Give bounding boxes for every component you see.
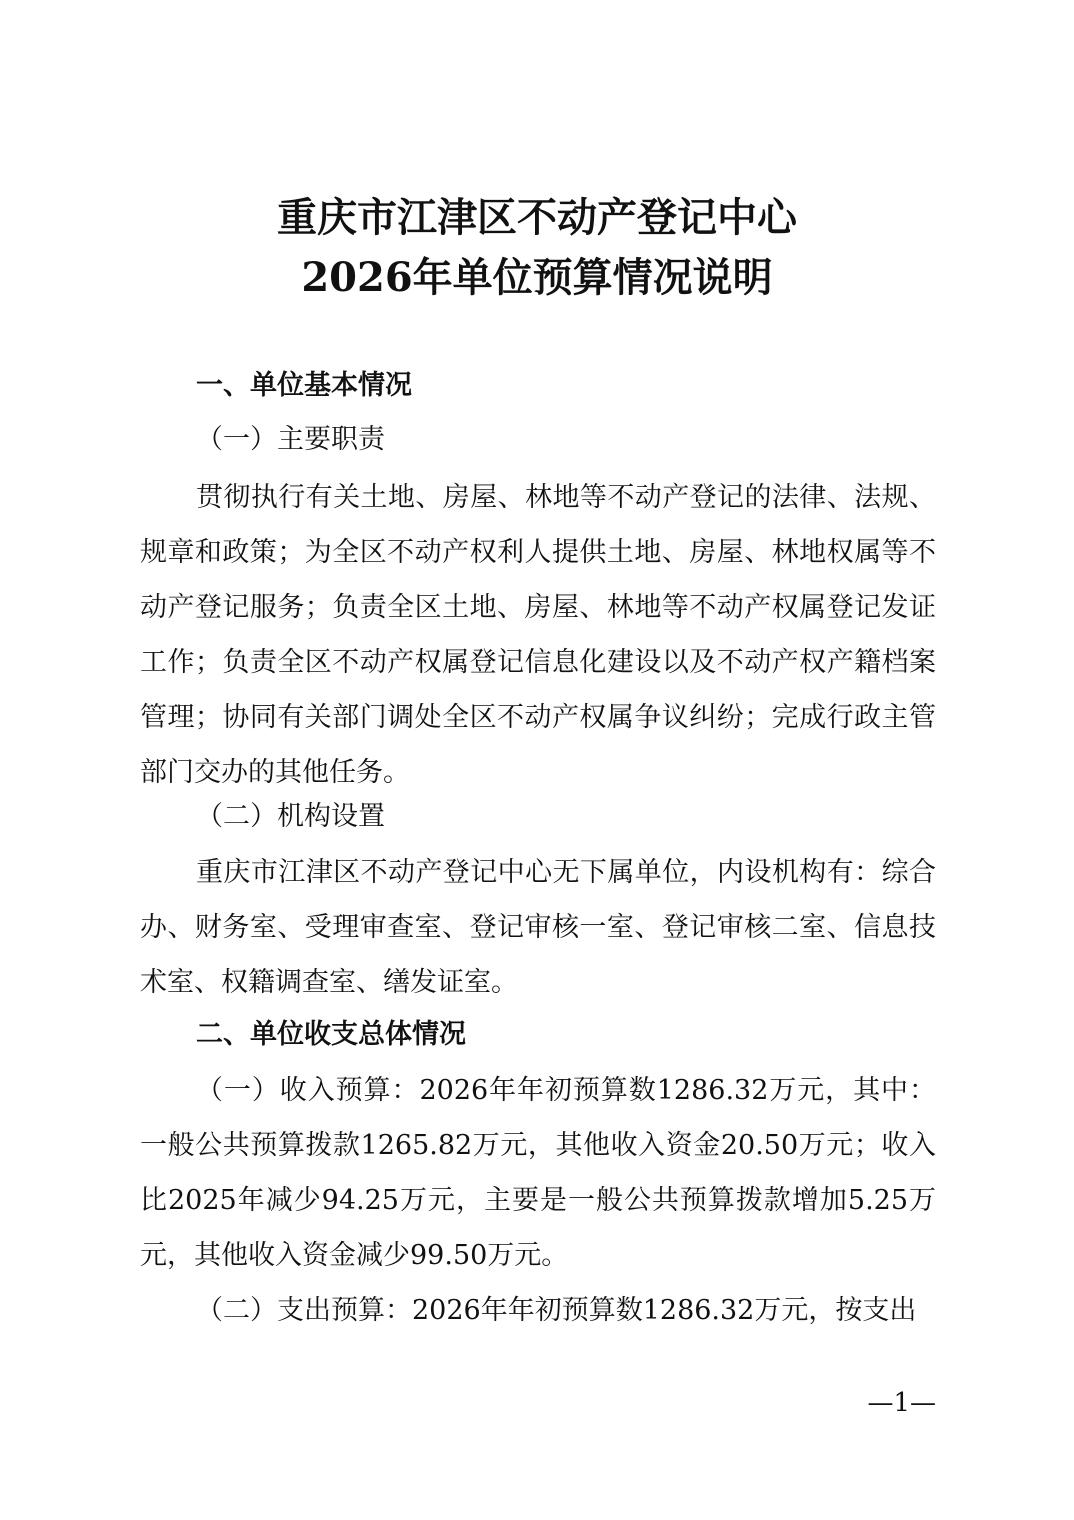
subsection-heading-organization: （二）机构设置: [196, 801, 385, 832]
subsection-heading-duties: （一）主要职责: [196, 424, 385, 455]
page-number: —1—: [867, 1388, 936, 1418]
section-heading-basic-info: 一、单位基本情况: [196, 370, 412, 401]
paragraph-organization: 重庆市江津区不动产登记中心无下属单位，内设机构有：综合办、财务室、受理审查室、登记审核一室、登记审核二室、信息技术室、权籍调查室、缮发证室。: [140, 857, 936, 998]
paragraph-expense-budget: （二）支出预算：2026年年初预算数1286.32万元，按支出: [196, 1295, 917, 1326]
section-heading-budget-overview: 二、单位收支总体情况: [196, 1019, 466, 1050]
document-title-line2: 2026年单位预算情况说明: [301, 254, 773, 301]
paragraph-income-budget: （一）收入预算：2026年年初预算数1286.32万元，其中：一般公共预算拨款1265.82万元，其他收入资金20.50万元；收入比2025年减少94.25万元，主要是一般公共预算拨款增加5.25万元，其他收入资金减少99.50万元。: [140, 1075, 936, 1271]
paragraph-duties: 贯彻执行有关土地、房屋、林地等不动产登记的法律、法规、规章和政策；为全区不动产权利人提供土地、房屋、林地权属等不动产登记服务；负责全区土地、房屋、林地等不动产权属登记发证工作；负责全区不动产权属登记信息化建设以及不动产权产籍档案管理；协同有关部门调处全区不动产权属争议纠纷；完成行政主管部门交办的其他任务。: [140, 482, 936, 788]
document-title-line1: 重庆市江津区不动产登记中心: [277, 194, 797, 241]
